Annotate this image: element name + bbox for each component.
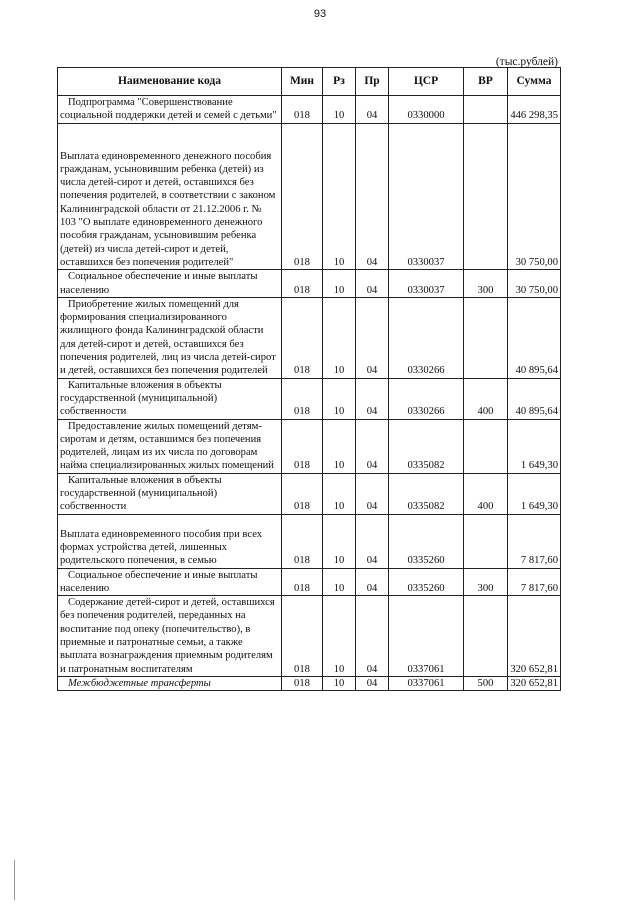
row-vr: 400 [464,378,508,419]
row-pr: 04 [356,473,389,514]
row-min: 018 [282,419,323,473]
row-pr: 04 [356,123,389,270]
row-sum: 1 649,30 [508,419,561,473]
units-label: (тыс.рублей) [495,56,558,68]
row-name-text: Выплата единовременного пособия при всех формах устройства детей, лишенных родительского попечения, в семью [60,528,263,567]
row-sum: 7 817,60 [508,568,561,596]
page-number: 93 [313,8,327,20]
row-name: Приобретение жилых помещений для формирования специализированного жилищного фонда Калининградской области для детей-сирот и детей, оставшихся без попечения родителей, лиц из числа детей-сирот и детей, оставшихся без попечения родителей [58,297,282,378]
row-rz: 10 [323,514,356,568]
row-csr: 0330037 [389,270,464,298]
header-pr: Пр [356,68,389,96]
header-sum: Сумма [508,68,561,96]
row-sum: 446 298,35 [508,96,561,124]
row-sum: 320 652,81 [508,676,561,690]
row-min: 018 [282,123,323,270]
row-sum: 320 652,81 [508,596,561,677]
row-csr: 0335260 [389,514,464,568]
row-name: Капитальные вложения в объекты государственной (муниципальной) собственности [58,473,282,514]
row-csr: 0335260 [389,568,464,596]
row-rz: 10 [323,568,356,596]
row-rz: 10 [323,596,356,677]
row-pr: 04 [356,596,389,677]
row-csr: 0330266 [389,297,464,378]
header-rz: Рз [323,68,356,96]
row-sum: 30 750,00 [508,123,561,270]
row-vr [464,419,508,473]
row-name: Подпрограмма "Совершенствование социальной поддержки детей и семей с детьми" [58,96,282,124]
row-rz: 10 [323,676,356,690]
row-name [58,123,282,270]
scan-margin-mark [14,860,16,900]
row-sum: 40 895,64 [508,378,561,419]
row-min: 018 [282,676,323,690]
row-name: Межбюджетные трансферты [58,676,282,690]
row-min: 018 [282,378,323,419]
row-name: Социальное обеспечение и иные выплаты населению [58,270,282,298]
row-name-text: Выплата единовременного денежного пособия гражданам, усыновившим ребенка (детей) из числа детей-сирот и детей, оставшихся без попечения родителей, в соответствии с законом Калининградской области от 21.12.2006 г. № 103 "О выплате единовременного денежного пособия гражданам, усыновившим ребенка (детей) из числа детей-сирот и детей, оставшихся без попечения родителей" [60,150,276,268]
table-row [58,676,561,690]
header-name: Наименование кода [58,68,282,96]
row-min: 018 [282,473,323,514]
row-min: 018 [282,270,323,298]
row-name: Социальное обеспечение и иные выплаты населению [58,568,282,596]
row-min: 018 [282,568,323,596]
table-row [58,514,561,568]
table-header-row [58,68,561,96]
row-csr: 0330037 [389,123,464,270]
row-vr [464,123,508,270]
row-name: Содержание детей-сирот и детей, оставшихся без попечения родителей, переданных на воспитание под опеку (попечительство), в приемные и патронатные семьи, а также выплата вознаграждения приемным родителям и патронатным воспитателям [58,596,282,677]
row-csr: 0337061 [389,676,464,690]
row-csr: 0335082 [389,419,464,473]
row-pr: 04 [356,270,389,298]
row-pr: 04 [356,378,389,419]
row-rz: 10 [323,270,356,298]
row-name: Капитальные вложения в объекты государственной (муниципальной) собственности [58,378,282,419]
row-vr: 300 [464,568,508,596]
header-vr: ВР [464,68,508,96]
row-sum: 30 750,00 [508,270,561,298]
budget-table [57,67,561,691]
row-vr: 500 [464,676,508,690]
row-vr [464,297,508,378]
header-min: Мин [282,68,323,96]
row-pr: 04 [356,568,389,596]
row-csr: 0330266 [389,378,464,419]
row-rz: 10 [323,378,356,419]
table-row [58,473,561,514]
header-csr: ЦСР [389,68,464,96]
row-vr [464,96,508,124]
row-min: 018 [282,96,323,124]
table-row [58,378,561,419]
row-rz: 10 [323,123,356,270]
row-pr: 04 [356,514,389,568]
table-row [58,297,561,378]
row-pr: 04 [356,419,389,473]
row-pr: 04 [356,676,389,690]
table-row [58,96,561,124]
row-vr [464,514,508,568]
table-row [58,568,561,596]
table-row [58,270,561,298]
row-min: 018 [282,297,323,378]
row-sum: 1 649,30 [508,473,561,514]
row-vr [464,596,508,677]
row-rz: 10 [323,419,356,473]
row-csr: 0335082 [389,473,464,514]
row-csr: 0337061 [389,596,464,677]
row-rz: 10 [323,473,356,514]
row-pr: 04 [356,297,389,378]
row-vr: 400 [464,473,508,514]
row-csr: 0330000 [389,96,464,124]
row-min: 018 [282,596,323,677]
table-row [58,596,561,677]
row-vr: 300 [464,270,508,298]
row-name [58,514,282,568]
row-name: Предоставление жилых помещений детям-сиротам и детям, оставшимся без попечения родителей, лицам из их числа по договорам найма специализированных жилых помещений [58,419,282,473]
row-rz: 10 [323,297,356,378]
row-rz: 10 [323,96,356,124]
row-min: 018 [282,514,323,568]
row-pr: 04 [356,96,389,124]
table-row [58,419,561,473]
row-sum: 40 895,64 [508,297,561,378]
table-row [58,123,561,270]
row-sum: 7 817,60 [508,514,561,568]
